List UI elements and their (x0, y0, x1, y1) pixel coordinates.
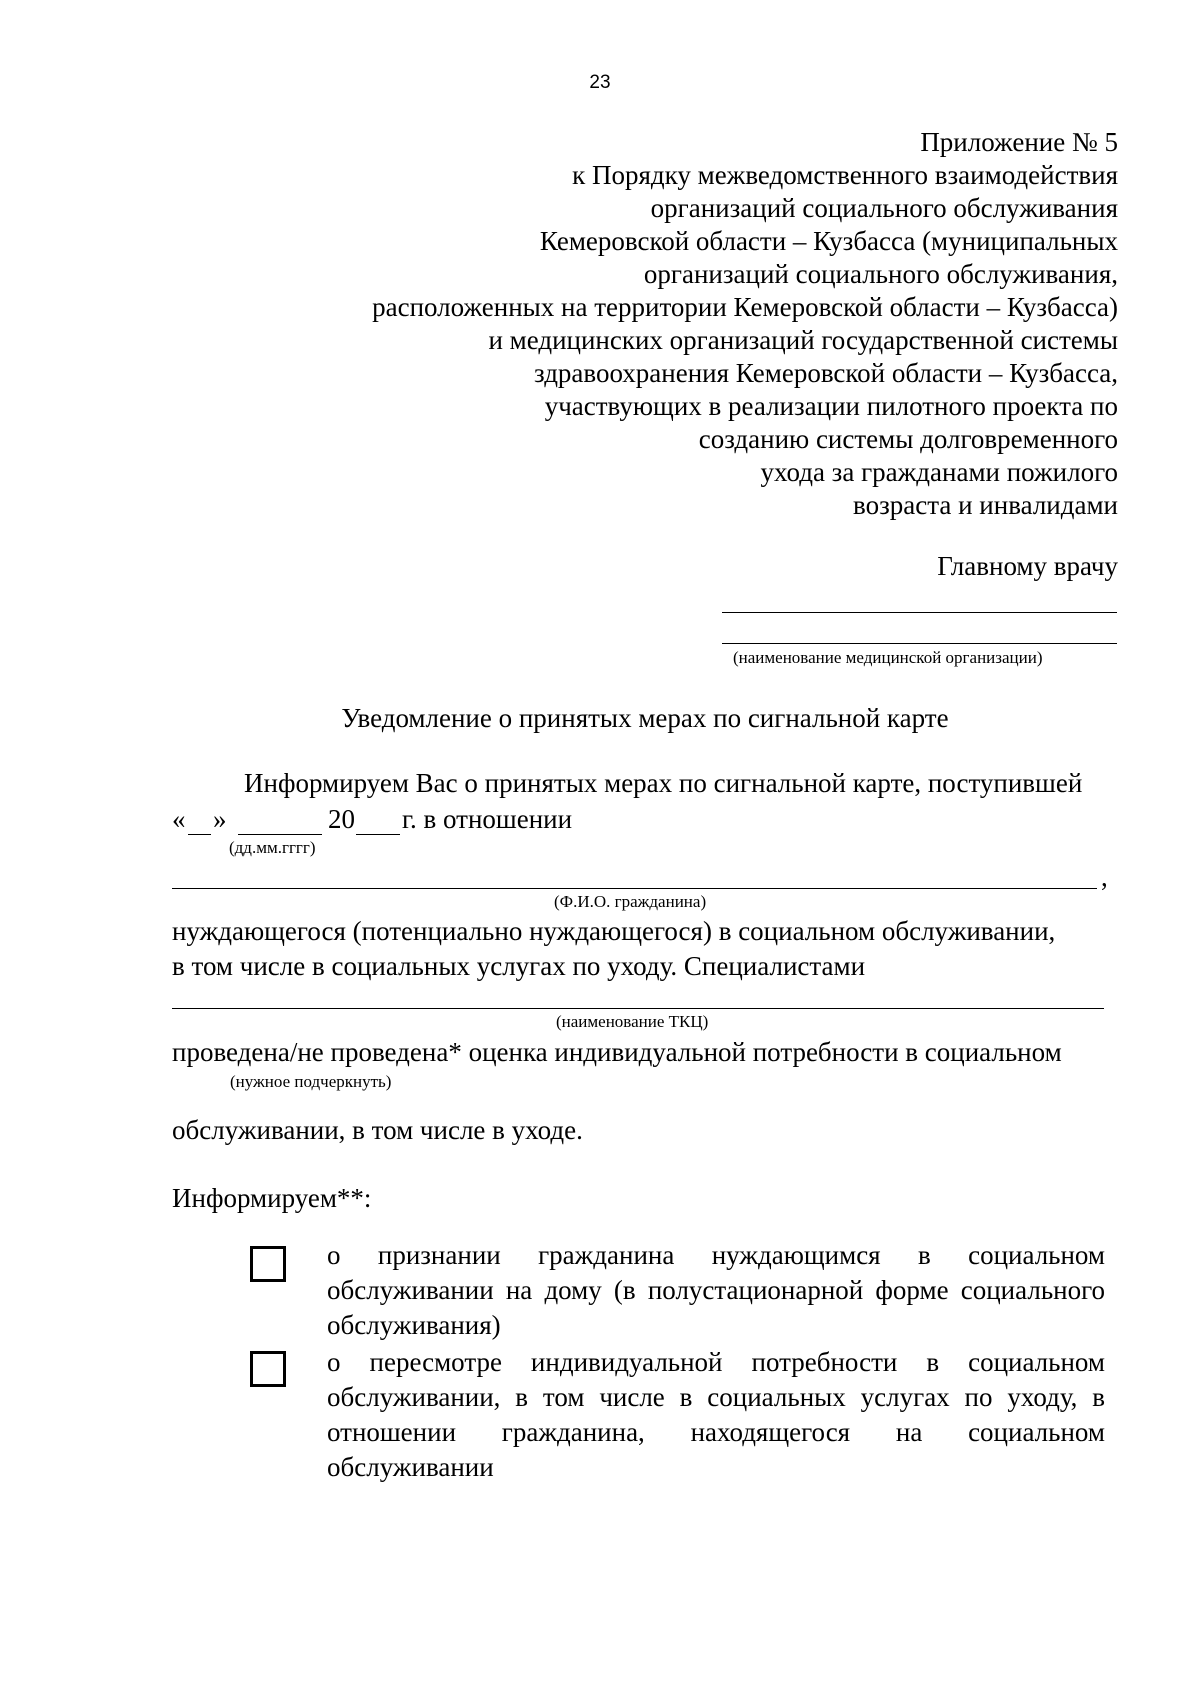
underline-caption: (нужное подчеркнуть) (230, 1072, 392, 1091)
option-text-2: о пересмотре индивидуальной потребности в социальном обслуживании, в том числе в социальных услугах по уходу, в отношении гражданина, находящегося на социальном обслуживании (327, 1347, 1105, 1482)
year-prefix: 20 (328, 804, 355, 834)
appendix-line: организаций социального обслуживания, (643, 259, 1118, 289)
fio-field[interactable] (172, 888, 1097, 889)
appendix-line: возраста и инвалидами (853, 490, 1118, 520)
year-suffix: г. в отношении (402, 804, 573, 834)
paragraph-line: обслуживании, в том числе в уходе. (172, 1115, 583, 1145)
page-number: 23 (589, 72, 611, 93)
paragraph-line: проведена/не проведена* оценка индивидуальной потребности в социальном (172, 1037, 1062, 1067)
tkc-field[interactable] (172, 1008, 1104, 1009)
appendix-line: и медицинских организаций государственной системы (488, 325, 1118, 355)
fio-comma: , (1101, 862, 1108, 892)
paragraph-line: Информируем Вас о принятых мерах по сигнальной карте, поступившей (244, 768, 1083, 798)
appendix-line: расположенных на территории Кемеровской области – Кузбасса) (372, 292, 1118, 322)
org-name-line-2[interactable] (722, 643, 1117, 644)
appendix-header (372, 126, 1118, 522)
org-name-caption: (наименование медицинской организации) (733, 648, 1043, 667)
month-field[interactable] (238, 834, 322, 835)
option-checkbox-2[interactable] (250, 1351, 286, 1387)
appendix-line: организаций социального обслуживания (650, 193, 1118, 223)
option-text-1: о признании гражданина нуждающимся в социальном обслуживании на дому (в полустационарной форме социального обслуживания) (327, 1240, 1105, 1340)
org-name-line-1[interactable] (722, 612, 1117, 613)
appendix-line: Кемеровской области – Кузбасса (муниципальных (539, 226, 1118, 256)
appendix-line: созданию системы долговременного (698, 424, 1118, 454)
date-quote-open: « (172, 804, 186, 834)
date-caption: (дд.мм.гггг) (229, 838, 316, 857)
appendix-line: участвующих в реализации пилотного проекта по (544, 391, 1118, 421)
option-checkbox-1[interactable] (250, 1246, 286, 1282)
paragraph-line: нуждающегося (потенциально нуждающегося) в социальном обслуживании, (172, 916, 1056, 946)
appendix-line: Приложение № 5 (920, 127, 1118, 157)
date-quote-close: » (213, 804, 227, 834)
year-field[interactable] (356, 834, 400, 835)
appendix-line: здравоохранения Кемеровской области – Кузбасса, (534, 358, 1118, 388)
inform-label: Информируем**: (172, 1183, 372, 1213)
paragraph-line: в том числе в социальных услугах по уходу. Специалистами (172, 951, 866, 981)
appendix-line: к Порядку межведомственного взаимодействия (572, 160, 1118, 190)
tkc-caption: (наименование ТКЦ) (556, 1012, 709, 1031)
addressee: Главному врачу (937, 551, 1118, 581)
day-field[interactable] (188, 834, 211, 835)
fio-caption: (Ф.И.О. гражданина) (554, 892, 707, 911)
appendix-line: ухода за гражданами пожилого (760, 457, 1118, 487)
notice-title: Уведомление о принятых мерах по сигнальной карте (341, 703, 949, 733)
